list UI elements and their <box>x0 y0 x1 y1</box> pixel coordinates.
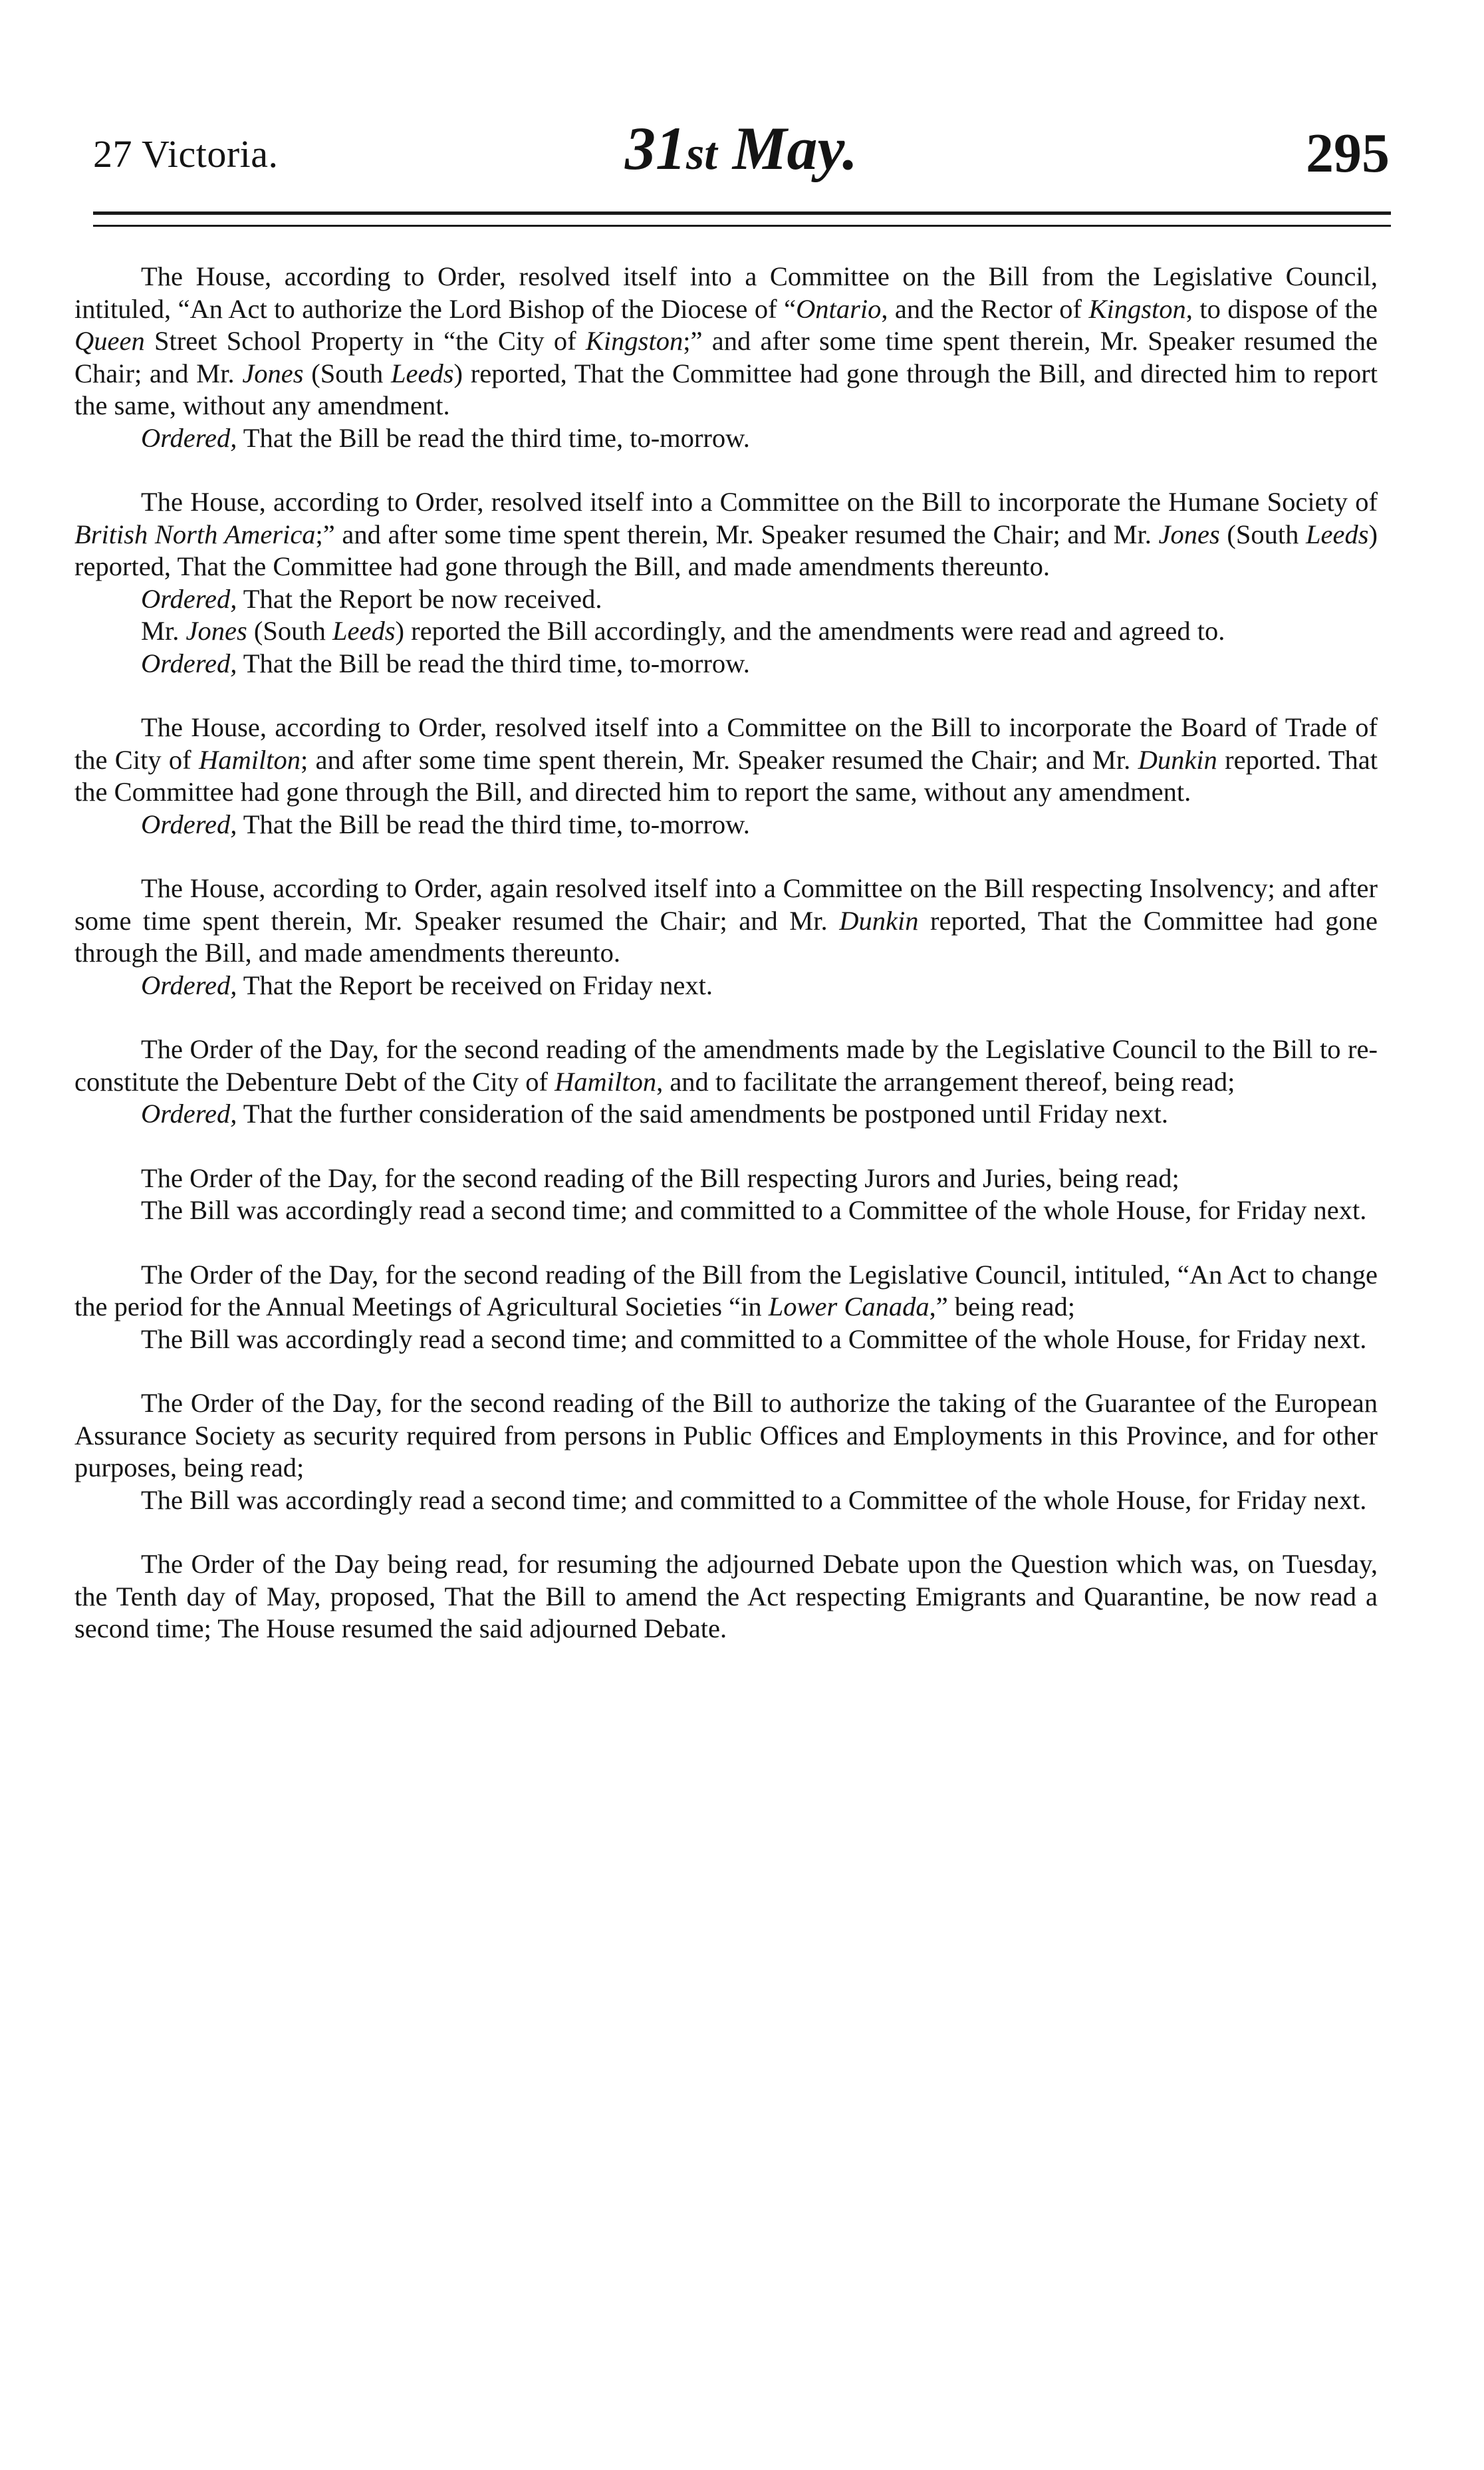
italic-text: Dunkin <box>1138 744 1217 775</box>
entry-paragraph <box>74 1259 1378 1323</box>
italic-text: Ordered, <box>141 970 237 1000</box>
text: That the Report be now received. <box>237 583 602 614</box>
italic-text: Lower Canada <box>768 1292 929 1321</box>
italic-text: Ontario <box>796 293 882 324</box>
date-suffix: st <box>686 128 717 180</box>
text: The Order of the Day, for the second reading of the Bill from the Legislative Council, intituled, “An Act to change the period for the Annual Meetings of Agricultural Societies “in <box>74 1259 1378 1321</box>
journal-body <box>74 261 1378 1645</box>
italic-text: Ordered, <box>141 809 237 839</box>
italic-text: Dunkin <box>839 905 919 936</box>
text: (South <box>247 616 332 646</box>
text: ;” and after some time spent therein, Mr. Speaker resumed the Chair; and Mr. <box>315 519 1159 549</box>
text: (South <box>303 358 392 388</box>
italic-text: Kingston <box>1088 293 1186 324</box>
text: ; and after some time spent therein, Mr. Speaker resumed the Chair; and Mr. <box>300 744 1138 775</box>
text: ;” and after some time spent therein, Mr. Speaker resumed the Chair; and Mr. <box>74 326 1378 388</box>
text: The House, according to Order, again resolved itself into a Committee on the Bill respecting Insolvency; and after some time spent therein, Mr. Speaker resumed the Chair; and Mr. <box>74 873 1378 936</box>
entry-order-line <box>74 970 1378 1002</box>
italic-text: Leeds <box>332 616 396 646</box>
text: The House, according to Order, resolved itself into a Committee on the Bill to incorporate the Humane Society of <box>141 487 1378 517</box>
text: (South <box>1219 519 1306 549</box>
journal-entry <box>74 1033 1378 1131</box>
italic-text: Jones <box>242 358 304 388</box>
journal-entry <box>74 873 1378 1002</box>
italic-text: Kingston <box>585 326 683 356</box>
journal-entry <box>74 1548 1378 1645</box>
page-header <box>93 113 1390 200</box>
text: That the Bill be read the third time, to-morrow. <box>237 648 750 678</box>
journal-entry <box>74 1259 1378 1356</box>
italic-text: Ordered, <box>141 648 237 678</box>
italic-text: Jones <box>186 616 247 646</box>
italic-text: Ordered, <box>141 1099 237 1129</box>
text: ) reported, That the Committee had gone through the Bill, and directed him to report the same, without any amendment. <box>74 358 1378 420</box>
text: The Order of the Day, for the second reading of the Bill respecting Jurors and Juries, being read; <box>141 1163 1179 1193</box>
entry-paragraph <box>74 1548 1378 1645</box>
text: , and the Rector of <box>881 293 1089 324</box>
text: The Bill was accordingly read a second time; and committed to a Committee of the whole House, for Friday next. <box>141 1484 1367 1515</box>
text: That the Bill be read the third time, to-morrow. <box>237 422 750 453</box>
italic-text: Ordered, <box>141 583 237 614</box>
entry-order-line <box>74 422 1378 455</box>
date-month: May. <box>732 114 858 182</box>
entry-paragraph <box>74 1033 1378 1098</box>
entry-order-line <box>74 1098 1378 1131</box>
entry-order-line <box>74 809 1378 841</box>
text: Mr. <box>141 616 186 646</box>
italic-text: Leeds <box>391 358 454 388</box>
text: That the Report be received on Friday next. <box>237 970 713 1000</box>
regnal-year: 27 Victoria. <box>93 132 279 176</box>
entry-paragraph <box>74 712 1378 809</box>
date-number: 31 <box>625 114 687 182</box>
text: The Order of the Day, for the second reading of the Bill to authorize the taking of the Guarantee of the European Assurance Society as security required from persons in Public Offices and Employments in this Province, and for other purposes, being read; <box>74 1388 1378 1482</box>
italic-text: Hamilton <box>555 1066 657 1097</box>
journal-entry <box>74 261 1378 454</box>
entry-paragraph <box>74 1387 1378 1484</box>
italic-text: Jones <box>1158 519 1220 549</box>
text: The Order of the Day being read, for resuming the adjourned Debate upon the Question which was, on Tuesday, the Tenth day of May, proposed, That the Bill to amend the Act respecting Emigrants and Quarantine, be now read a second time; The House resumed the said adjourned Debate. <box>74 1549 1378 1643</box>
journal-entry <box>74 1163 1378 1227</box>
header-rule-thick <box>93 211 1391 215</box>
text: ) reported, That the Committee had gone through the Bill, and made amendments thereunto. <box>74 519 1378 581</box>
header-rule-thin <box>93 225 1391 227</box>
entry-order-line <box>74 1194 1378 1227</box>
italic-text: Queen <box>74 326 145 356</box>
page-number: 295 <box>1306 122 1390 184</box>
text: ) reported the Bill accordingly, and the amendments were read and agreed to. <box>395 616 1225 646</box>
entry-order-line <box>74 583 1378 616</box>
text: Street School Property in “the City of <box>144 326 586 356</box>
entry-paragraph <box>74 261 1378 422</box>
italic-text: Leeds <box>1306 519 1369 549</box>
journal-entry <box>74 712 1378 841</box>
text: ,” being read; <box>929 1292 1075 1321</box>
entry-order-line <box>74 1484 1378 1517</box>
entry-paragraph <box>74 1163 1378 1195</box>
entry-paragraph <box>74 486 1378 583</box>
text: reported, That the Committee had gone through the Bill, and made amendments thereunto. <box>74 905 1378 968</box>
page-date <box>93 113 1390 184</box>
journal-entry <box>74 486 1378 680</box>
journal-entry <box>74 1387 1378 1516</box>
text: reported. That the Committee had gone through the Bill, and directed him to report the same, without any amendment. <box>74 744 1378 807</box>
entry-order-line <box>74 615 1378 648</box>
text: The House, according to Order, resolved itself into a Committee on the Bill from the Legislative Council, intituled, “An Act to authorize the Lord Bishop of the Diocese of “ <box>74 261 1378 324</box>
text: The House, according to Order, resolved itself into a Committee on the Bill to incorporate the Board of Trade of the City of <box>74 712 1378 775</box>
text: , to dispose of the <box>1185 293 1378 324</box>
text: The Order of the Day, for the second reading of the amendments made by the Legislative Council to the Bill to re-constitute the Debenture Debt of the City of <box>74 1034 1378 1097</box>
text: , and to facilitate the arrangement thereof, being read; <box>656 1066 1235 1097</box>
entry-paragraph <box>74 873 1378 970</box>
italic-text: Hamilton <box>198 744 301 775</box>
italic-text: British North America <box>74 519 316 549</box>
entry-order-line <box>74 648 1378 680</box>
text: That the Bill be read the third time, to-morrow. <box>237 809 750 839</box>
entry-order-line <box>74 1323 1378 1356</box>
text: The Bill was accordingly read a second time; and committed to a Committee of the whole House, for Friday next. <box>141 1195 1367 1225</box>
italic-text: Ordered, <box>141 422 237 453</box>
text: That the further consideration of the said amendments be postponed until Friday next. <box>237 1099 1169 1129</box>
text: The Bill was accordingly read a second time; and committed to a Committee of the whole House, for Friday next. <box>141 1323 1367 1354</box>
